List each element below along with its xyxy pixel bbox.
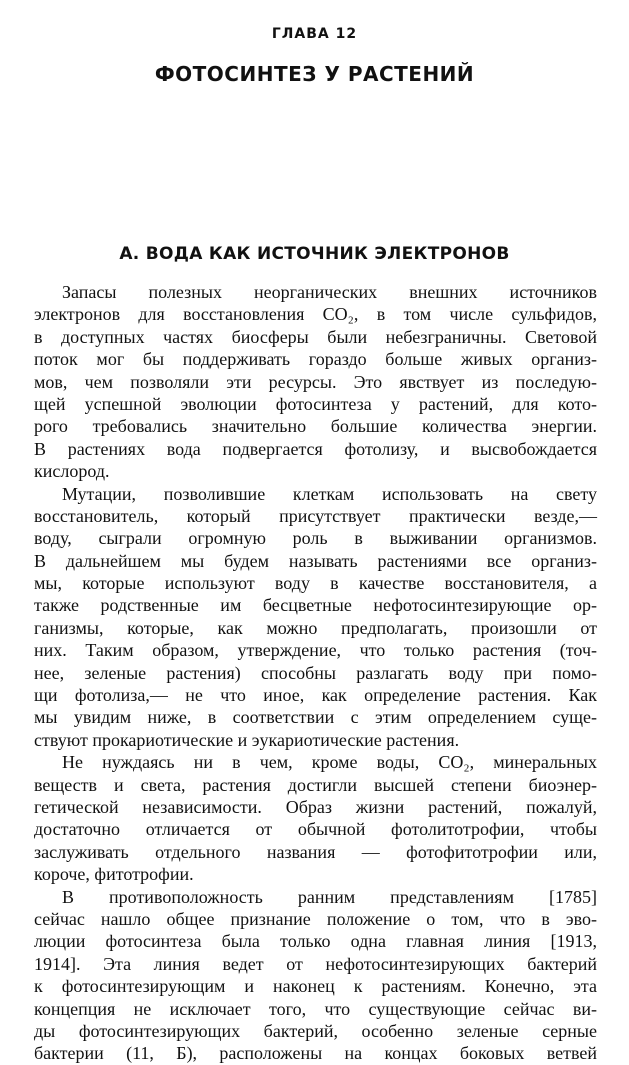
chapter-title: ФОТОСИНТЕЗ У РАСТЕНИЙ (154, 62, 475, 86)
text-line: Мутации, позволившие клеткам использовать на свету (62, 483, 597, 504)
section-title: А. ВОДА КАК ИСТОЧНИК ЭЛЕКТРОНОВ (119, 244, 510, 264)
text-line: заслуживать отдельного названия — фотофитотрофии или, (34, 841, 597, 862)
text-line: в доступных частях биосферы были небезграничны. Световой (34, 326, 597, 347)
text-line: Запасы полезных неорганических внешних источников (62, 282, 597, 302)
text-line: короче, фитотрофии. (34, 864, 194, 885)
body-text (34, 281, 597, 1065)
text-line: ды фотосинтезирующих бактерий, особенно зеленые серные (34, 1020, 597, 1041)
text-line: электронов для восстановления CO₂, в том числе сульфидов, (34, 304, 597, 325)
text-line: ствуют прокариотические и эукариотические растения. (34, 729, 460, 750)
text-line: щей успешной эволюции фотосинтеза у растений, для кото- (34, 393, 597, 414)
text-line: нее, зеленые растения) способны разлагать воду при помо- (34, 662, 597, 683)
text-line: веществ и света, растения достигли высшей степени биоэнер- (34, 774, 597, 795)
text-line: люции фотосинтеза была только одна главная линия [1913, (34, 931, 597, 952)
text-line: мы увидим ниже, в соответствии с этим определением суще- (34, 707, 597, 728)
text-line: восстановитель, который присутствует практически везде,— (34, 505, 597, 526)
text-line: мов, чем позволяли эти ресурсы. Это явствует из последую- (34, 371, 597, 392)
text-line: достаточно отличается от обычной фотолитотрофии, чтобы (34, 819, 597, 840)
text-line: 1914]. Эта линия ведет от нефотосинтезирующих бактерий (34, 953, 597, 974)
text-line: щи фотолиза,— не что иное, как определение растения. Как (34, 685, 597, 706)
text-line: Не нуждаясь ни в чем, кроме воды, CO₂, минеральных (62, 752, 597, 773)
text-line: ганизмы, которые, как можно предполагать, произошли от (34, 617, 597, 638)
text-line: к фотосинтезирующим и наконец к растениям. Конечно, эта (34, 976, 597, 997)
text-line: мы, которые используют воду в качестве восстановителя, а (34, 573, 597, 594)
text-line: кислород. (34, 461, 110, 482)
text-line: гетической независимости. Образ жизни растений, пожалуй, (34, 796, 597, 817)
chapter-label: ГЛАВА 12 (271, 26, 358, 42)
text-line: воду, сыграли огромную роль в выживании организмов. (34, 528, 597, 549)
text-line: поток мог бы поддерживать гораздо больше живых организ- (34, 349, 597, 370)
text-line: В дальнейшем мы будем называть растениями все организ- (34, 550, 597, 571)
text-line: рого требовались значительно большие количества энергии. (34, 416, 597, 437)
text-line: концепция не исключает того, что существующие сейчас ви- (34, 998, 597, 1019)
text-line: них. Таким образом, утверждение, что только растения (точ- (34, 640, 597, 661)
text-line: бактерии (11, Б), расположены на концах боковых ветвей (34, 1043, 597, 1064)
text-line: также родственные им бесцветные нефотосинтезирующие ор- (34, 595, 597, 616)
text-line: сейчас нашло общее признание положение о том, что в эво- (34, 908, 597, 929)
text-line: В противоположность ранним представлениям [1785] (62, 886, 597, 907)
text-line: В растениях вода подвергается фотолизу, и высвобождается (34, 438, 597, 459)
